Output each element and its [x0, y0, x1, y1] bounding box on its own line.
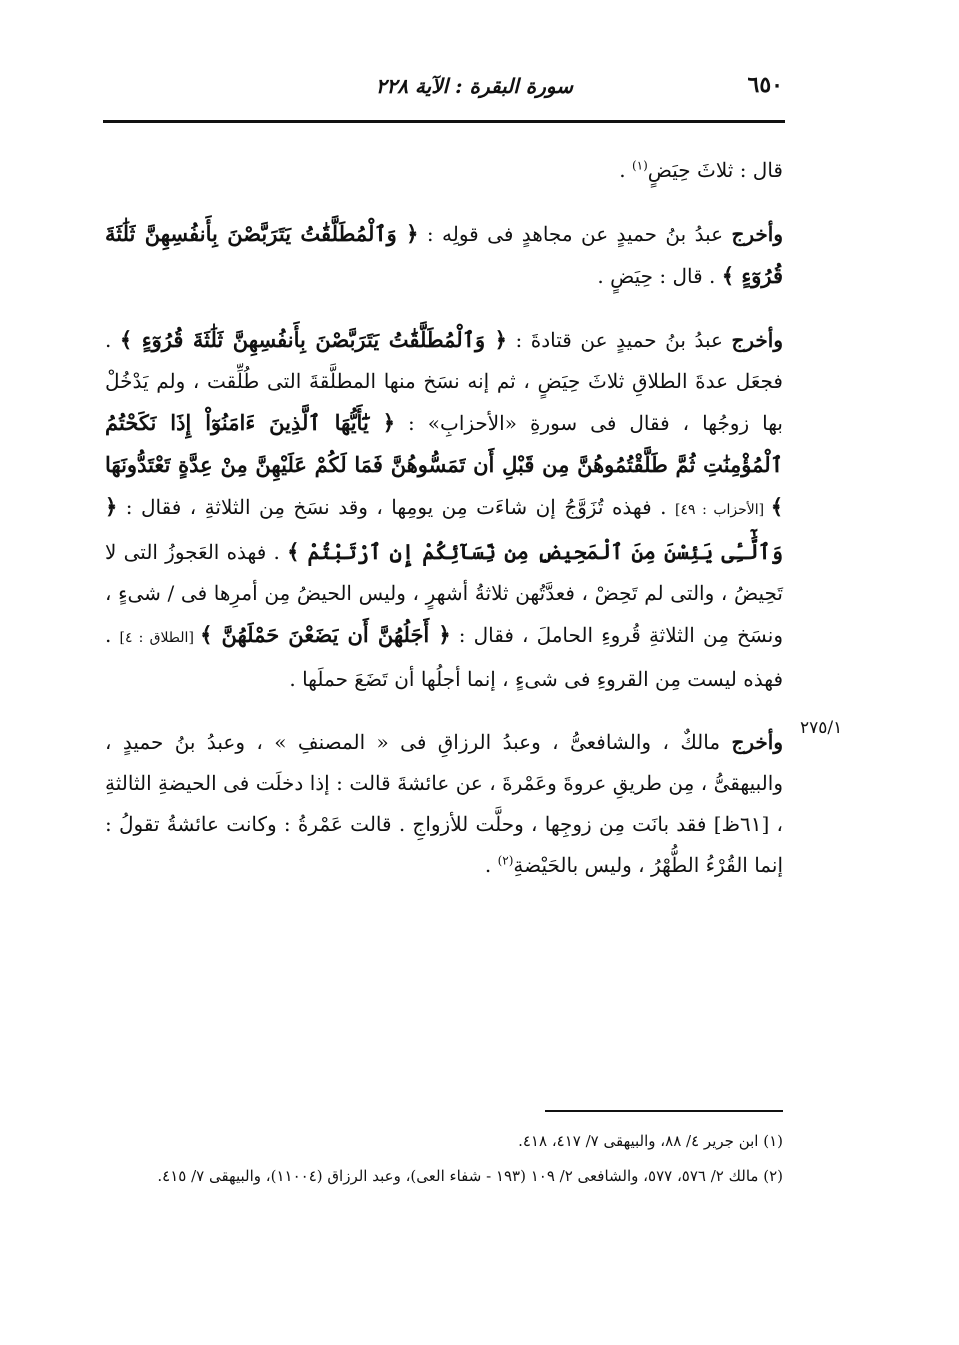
p1-end: . — [619, 158, 632, 182]
p3-lead: وأخرج — [731, 328, 783, 352]
footnote-marker-1: (١) — [631, 158, 648, 173]
p3-text3: . فهذه تُزَوَّجُ إن شاءَت مِن يومِها ، وقد نسَخ مِن الثلاثةِ ، فقال : — [117, 495, 675, 519]
page-header — [105, 72, 783, 106]
header-rule — [103, 120, 785, 123]
footnote-1: (١) ابن جرير ٤/ ٨٨، والبيهقى ٧/ ٤١٧، ٤١٨. — [518, 1132, 783, 1150]
paragraph-2 — [105, 213, 783, 297]
p3-text5: . فهذه ليست مِن القروءِ فى شىءٍ ، إنما أجلُها أن تَضَعَ حملَها . — [105, 623, 783, 691]
p3-quran2: ﴿ يَٰٓأَيُّهَا ٱلَّذِينَ ءَامَنُوٓاْ إِذَا نَكَحْتُمُ ٱلْمُؤْمِنَٰتِ ثُمَّ طَلَّقْتُمُوهُنَّ مِن قَبْلِ أَن تَمَسُّوهُنَّ فَمَا لَكُمْ عَلَيْهِنَّ مِنْ عِدَّةٍ تَعْتَدُّونَهَا ﴾ — [105, 410, 783, 519]
page-number: ٦٥٠ — [747, 72, 783, 98]
footnotes — [105, 1124, 783, 1194]
p2-text1: عبدُ بنُ حميدٍ عن مجاهدٍ فى قولِه : — [418, 222, 732, 246]
p1-text: قال : ثلاثَ حِيَضٍ — [647, 158, 783, 182]
paragraph-3 — [105, 319, 783, 700]
p3-quran4: ﴿ أَجَلُهُنَّ أَن يَضَعْنَ حَمْلَهُنَّ ﴾ — [200, 622, 451, 647]
footnote-rule — [545, 1110, 783, 1112]
p4-end: . — [484, 853, 498, 877]
margin-reference: ٢٧٥/١ — [800, 718, 843, 738]
p3-quran3: ﴿ وَٱلَّٰٓـِٔى يَئِسْنَ مِنَ ٱلْمَحِيضِ مِن نِّسَآئِكُمْ إِنِ ٱرْتَبْتُمْ ﴾ — [105, 494, 783, 564]
p3-quran1: ﴿ وَٱلْمُطَلَّقَٰتُ يَتَرَبَّصْنَ بِأَنفُسِهِنَّ ثَلَٰثَةَ قُرُوٓءٍ ﴾ — [119, 327, 507, 352]
paragraph-4 — [105, 722, 783, 886]
footnote-2: (٢) مالك ٢/ ٥٧٦، ٥٧٧، والشافعى ٢/ ١٠٩ (١٩٣ - شفاء العى)، وعبد الرزاق (١١٠٠٤)، والبيهقى ٧/ ٤١٥. — [157, 1167, 783, 1185]
p2-text2: . قال : حِيَضٍ . — [597, 264, 722, 288]
p2-quran: ﴿ وَٱلْمُطَلَّقَٰتُ يَتَرَبَّصْنَ بِأَنفُسِهِنَّ ثَلَٰثَةَ قُرُوٓءٍ ﴾ — [105, 221, 783, 288]
paragraph-1 — [105, 150, 783, 191]
p3-cite2: [الطلاق : ٤] — [119, 630, 201, 646]
p2-lead: وأخرج — [731, 222, 784, 246]
p3-cite1: [الأحزاب : ٤٩] — [675, 502, 771, 518]
main-text — [105, 150, 783, 908]
running-title: سورة البقرة : الآية ٢٢٨ — [375, 74, 573, 98]
footnote-marker-2: (٢) — [497, 853, 514, 868]
p4-text: مالكٌ ، والشافعىُّ ، وعبدُ الرزاقِ فى « المصنفِ » ، وعبدُ بنُ حميدٍ ، والبيهقىُّ ، مِن طريقِ عروةَ وعَمْرةَ ، عن عائشةَ قالت : إذا دخلَت فى الحيضةِ الثالثةِ ، [٦١ظ] فقد بانَت مِن زوجِها ، وحلَّت للأزواجِ . قالت عَمْرةُ : وكانت عائشةُ تقولُ : إنما القُرْءُ الطُّهْرُ ، وليس بالحَيْضةِ — [105, 730, 783, 877]
p3-text1: عبدُ بنُ حميدٍ عن قتادةَ : — [506, 328, 732, 352]
p3-text2: . فجعَل عدةَ الطلاقِ ثلاثَ حِيَضٍ ، ثم إنه نسَخ منها المطلَّقةَ التى طُلِّقت ، ولم يَدْخُلْ بها زوجُها ، فقال فى سورةِ «الأحزابِ» : — [105, 328, 783, 435]
p3-text4: . فهذه العَجوزُ التى لا تَحِيضُ ، والتى لم تَحِضْ ، فعدَّتُهن ثلاثةُ أشهرٍ ، وليس الحيضُ مِن أمرِها فى / شىءٍ ، ونسَخ مِن الثلاثةِ قُروءِ الحاملَ ، فقال : — [105, 540, 783, 647]
p4-lead: وأخرج — [731, 730, 783, 754]
